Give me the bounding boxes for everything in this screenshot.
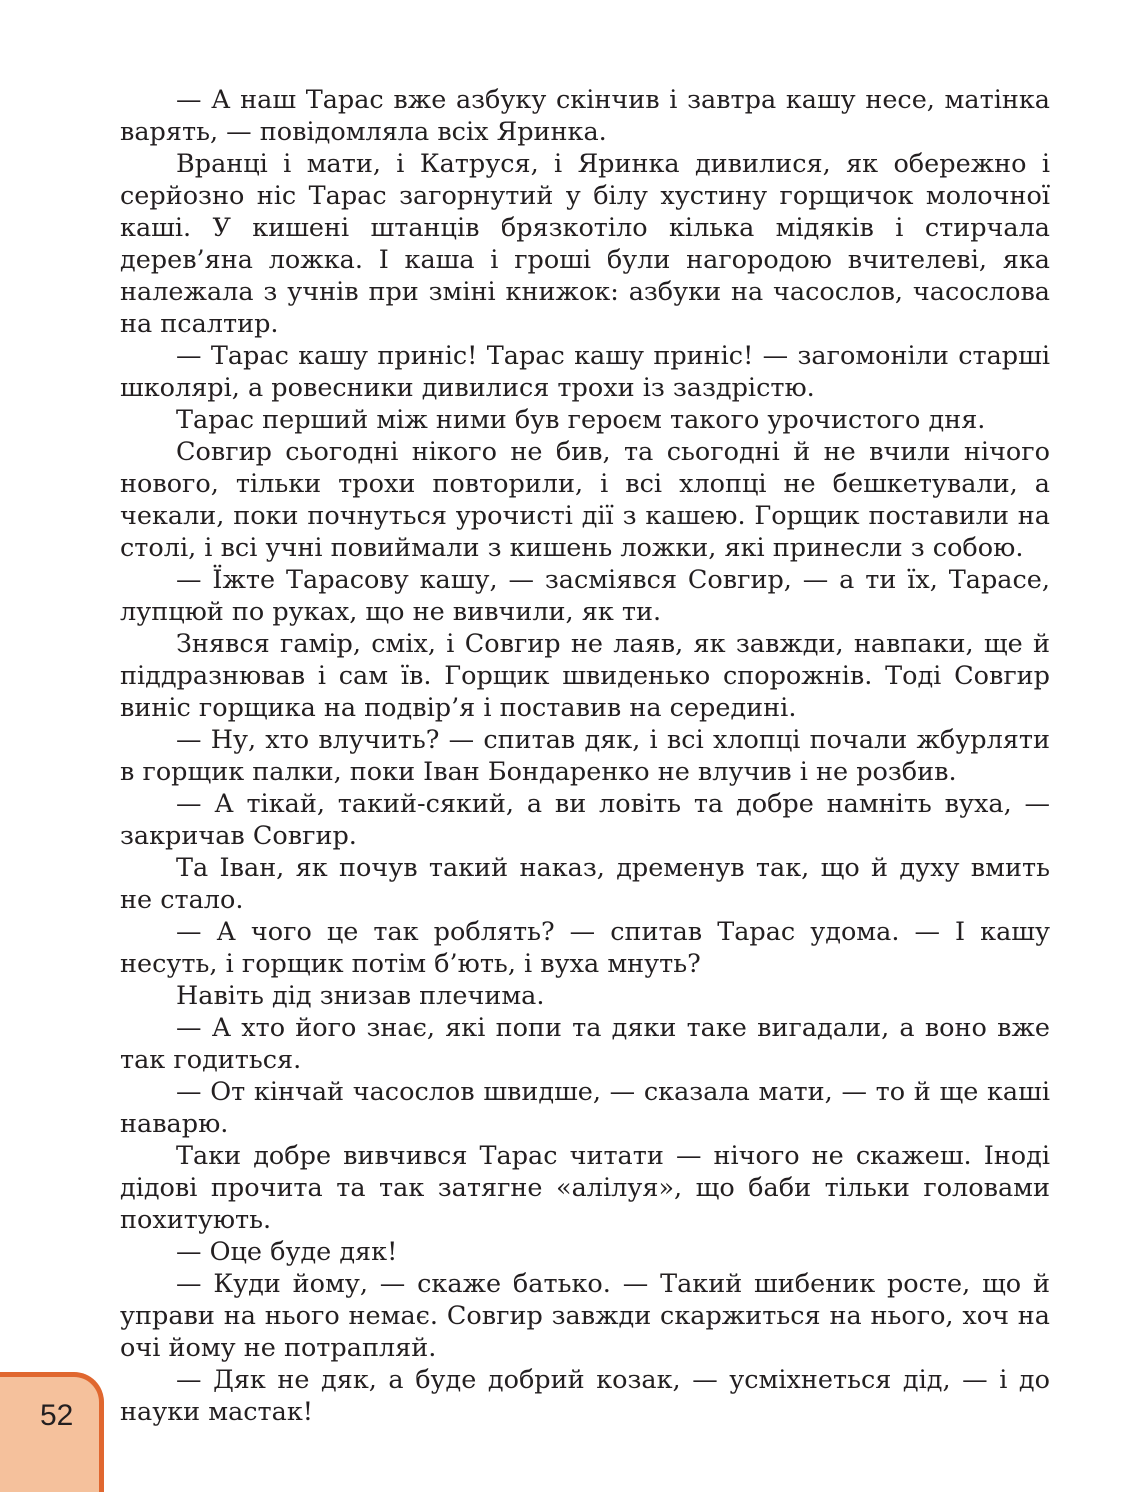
paragraph: Совгир сьогодні нікого не бив, та сьогодні й не вчили нічого нового, тільки трохи повторили, і всі хлопці не бешкетували, а чекали, поки почнуться урочисті дії з кашею. Горщик поставили на столі, і всі учні повиймали з кишень ложки, які принесли з собою. — [120, 437, 1050, 563]
paragraph: Тарас перший між ними був героєм такого урочистого дня. — [176, 405, 986, 435]
paragraph: — От кінчай часослов швидше, — сказала мати, — то й ще каші наварю. — [120, 1077, 1050, 1139]
paragraph: — Тарас кашу приніс! Тарас кашу приніс! — загомоніли старші школярі, а ровесники дивилися трохи із заздрістю. — [120, 341, 1050, 403]
story-text — [120, 84, 1050, 1428]
paragraph: — Ну, хто влучить? — спитав дяк, і всі хлопці почали жбурляти в горщик палки, поки Іван Бондаренко не влучив і не розбив. — [120, 725, 1050, 787]
paragraph: — Куди йому, — скаже батько. — Такий шибеник росте, що й управи на нього немає. Совгир завжди скаржиться на нього, хоч на очі йому не потрапляй. — [120, 1269, 1050, 1363]
paragraph: Навіть дід знизав плечима. — [176, 981, 545, 1011]
paragraph: — А тікай, такий-сякий, а ви ловіть та добре намніть вуха, — закричав Совгир. — [120, 789, 1050, 851]
page-number: 52 — [40, 1399, 74, 1432]
page-number-tab — [0, 1372, 104, 1492]
paragraph: Таки добре вивчився Тарас читати — нічого не скажеш. Іноді дідові прочита та так затягне «алілуя», що баби тільки головами похитують. — [120, 1141, 1050, 1235]
paragraph: — Їжте Тарасову кашу, — засміявся Совгир, — а ти їх, Тарасе, лупцюй по руках, що не вивчили, як ти. — [120, 565, 1050, 627]
paragraph: — А чого це так роблять? — спитав Тарас удома. — І кашу несуть, і горщик потім б’ють, і вуха мнуть? — [120, 917, 1050, 979]
paragraph: — Дяк не дяк, а буде добрий козак, — усміхнеться дід, — і до науки мастак! — [120, 1365, 1050, 1427]
paragraph: — А наш Тарас вже азбуку скінчив і завтра кашу несе, матінка варять, — повідомляла всіх Яринка. — [120, 85, 1050, 147]
paragraph: — Оце буде дяк! — [176, 1237, 398, 1267]
paragraph: — А хто його знає, які попи та дяки таке вигадали, а воно вже так годиться. — [120, 1013, 1050, 1075]
paragraph: Та Іван, як почув такий наказ, дременув так, що й духу вмить не стало. — [120, 853, 1050, 915]
paragraph: Вранці і мати, і Катруся, і Яринка дивилися, як обережно і серйозно ніс Тарас загорнутий у білу хустину горщичок молочної каші. У кишені штанців брязкотіло кілька мідяків і стирчала дерев’яна ложка. І каша і гроші були нагородою вчителеві, яка належала з учнів при зміні книжок: азбуки на часослов, часослова на псалтир. — [120, 149, 1050, 339]
paragraph: Знявся гамір, сміх, і Совгир не лаяв, як завжди, навпаки, ще й піддразнював і сам їв. Горщик швиденько спорожнів. Тоді Совгир виніс горщика на подвір’я і поставив на середині. — [120, 629, 1050, 723]
